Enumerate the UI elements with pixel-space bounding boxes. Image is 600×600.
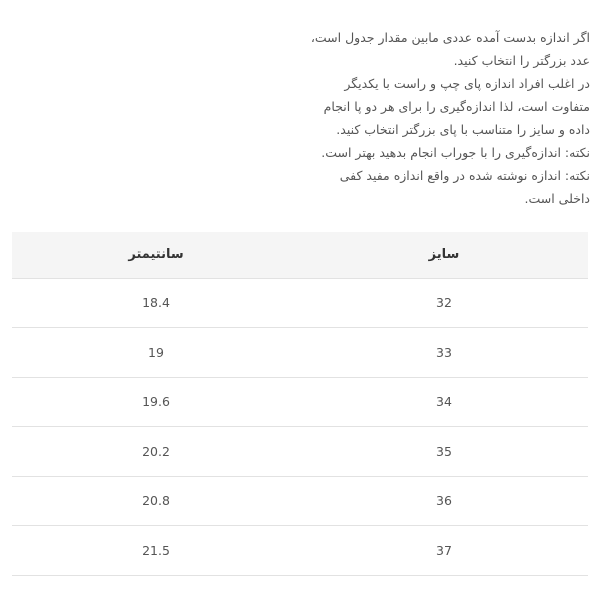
- cell-cm: 20.8: [142, 493, 170, 509]
- header-cm: سانتیمتر: [128, 247, 184, 263]
- cell-cm: 18.4: [12, 278, 300, 328]
- header-size: سایز: [428, 247, 460, 263]
- note-line: عدد بزرگتر را انتخاب کنید.: [453, 53, 590, 68]
- note-line: نکته: اندازه‌گیری را با جوراب انجام بدهید بهتر است.: [321, 145, 590, 160]
- cell-cm: 20.2: [142, 443, 170, 459]
- cell-cm: 19: [148, 344, 164, 360]
- cell-size: 33: [436, 344, 452, 360]
- size-table: [12, 232, 588, 576]
- table-row: [12, 377, 588, 427]
- table-row: [12, 476, 588, 526]
- table-row: [12, 278, 588, 328]
- table-row: [12, 427, 588, 477]
- table-header-row: [12, 232, 588, 278]
- note-line: متفاوت است، لذا اندازه‌گیری را برای هر دو پا انجام: [323, 99, 590, 114]
- table-row: [12, 526, 588, 576]
- cell-cm: 21.5: [142, 542, 170, 558]
- cell-cm: 19.6: [142, 394, 170, 410]
- cell-size: 34: [436, 394, 452, 410]
- note-line: نکته: اندازه نوشته شده در واقع اندازه مفید کفی: [339, 168, 590, 183]
- cell-size: 32: [300, 278, 588, 328]
- note-line: در اغلب افراد اندازه پای چپ و راست با یکدیگر: [344, 76, 590, 91]
- table-row: [12, 328, 588, 378]
- note-line: داخلی است.: [524, 191, 590, 206]
- cell-size: 35: [436, 443, 452, 459]
- note-line: اگر اندازه بدست آمده عددی مابین مقدار جدول است،: [310, 30, 590, 45]
- cell-size: 37: [436, 542, 452, 558]
- note-line: داده و سایز را متناسب با پای بزرگتر انتخاب کنید.: [336, 122, 590, 137]
- cell-size: 36: [436, 493, 452, 509]
- size-guide-notes: [310, 26, 590, 210]
